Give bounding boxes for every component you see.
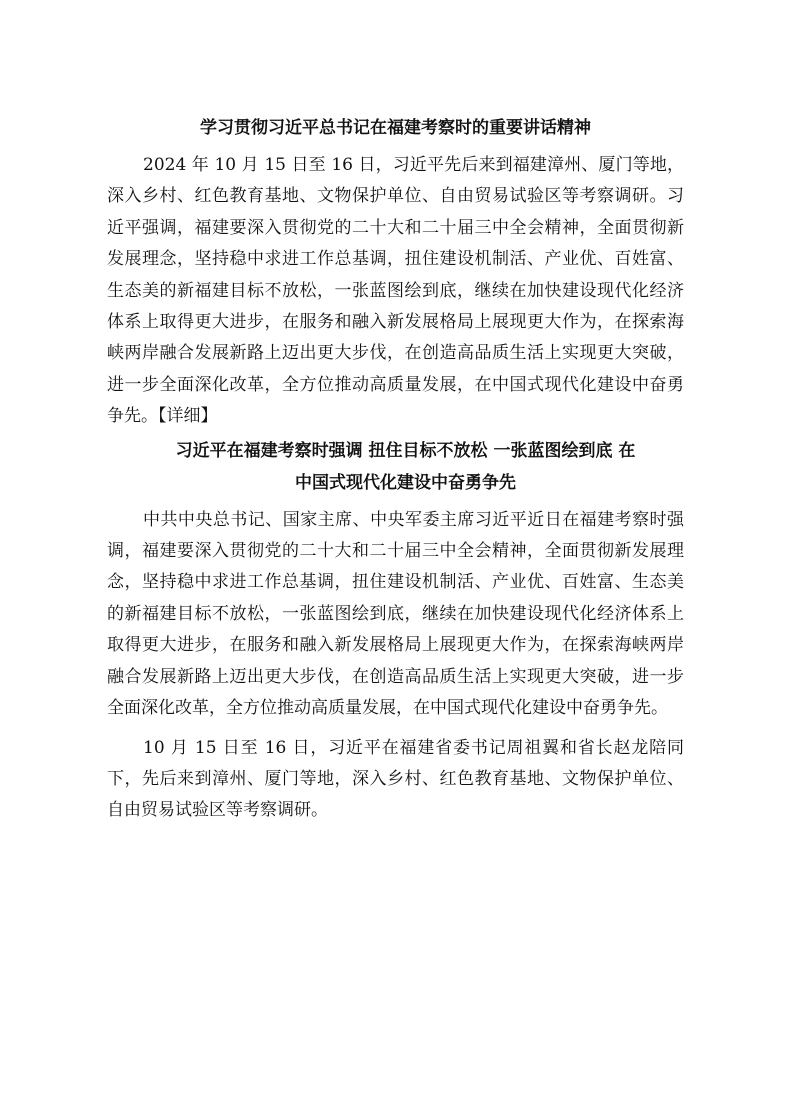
intro-paragraph-text: 2024 年 10 月 15 日至 16 日，习近平先后来到福建漳州、厦门等地，深入乡村、红色教育基地、文物保护单位、自由贸易试验区等考察调研。习近平强调，福建要深入贯彻党的二十大和二十届三中全会精神，全面贯彻新发展理念，坚持稳中求进工作总基调，扭住建设机制活、产业优、百姓富、生态美的新福建目标不放松，一张蓝图绘到底，继续在加快建设现代化经济体系上取得更大进步，在服务和融入新发展格局上展现更大作为，在探索海峡两岸融合发展新路上迈出更大步伐，在创造高品质生活上实现更大突破，进一步全面深化改革，全方位推动高质量发展，在中国式现代化建设中奋勇争先。 <box>107 155 684 427</box>
document-page <box>107 112 684 827</box>
document-title: 学习贯彻习近平总书记在福建考察时的重要讲话精神 <box>200 118 591 138</box>
article-paragraph-2: 10 月 15 日至 16 日，习近平在福建省委书记周祖翼和省长赵龙陪同下，先后来到漳州、厦门等地，深入乡村、红色教育基地、文物保护单位、自由贸易试验区等考察调研。 <box>107 737 684 821</box>
article-title-line-2: 中国式现代化建设中奋勇争先 <box>295 472 516 493</box>
article-title-line-1: 习近平在福建考察时强调 扭住目标不放松 一张蓝图绘到底 在 <box>175 440 636 461</box>
article-title <box>107 435 684 499</box>
detail-link[interactable]: 【详细】 <box>158 406 218 427</box>
article-paragraph-1: 中共中央总书记、国家主席、中央军委主席习近平近日在福建考察时强调，福建要深入贯彻党的二十大和二十届三中全会精神，全面贯彻新发展理念，坚持稳中求进工作总基调，扭住建设机制活、产业优、百姓富、生态美的新福建目标不放松，一张蓝图绘到底，继续在加快建设现代化经济体系上取得更大进步，在服务和融入新发展格局上展现更大作为，在探索海峡两岸融合发展新路上迈出更大步伐，在创造高品质生活上实现更大突破，进一步全面深化改革，全方位推动高质量发展，在中国式现代化建设中奋勇争先。 <box>107 509 684 719</box>
intro-paragraph <box>107 150 684 433</box>
